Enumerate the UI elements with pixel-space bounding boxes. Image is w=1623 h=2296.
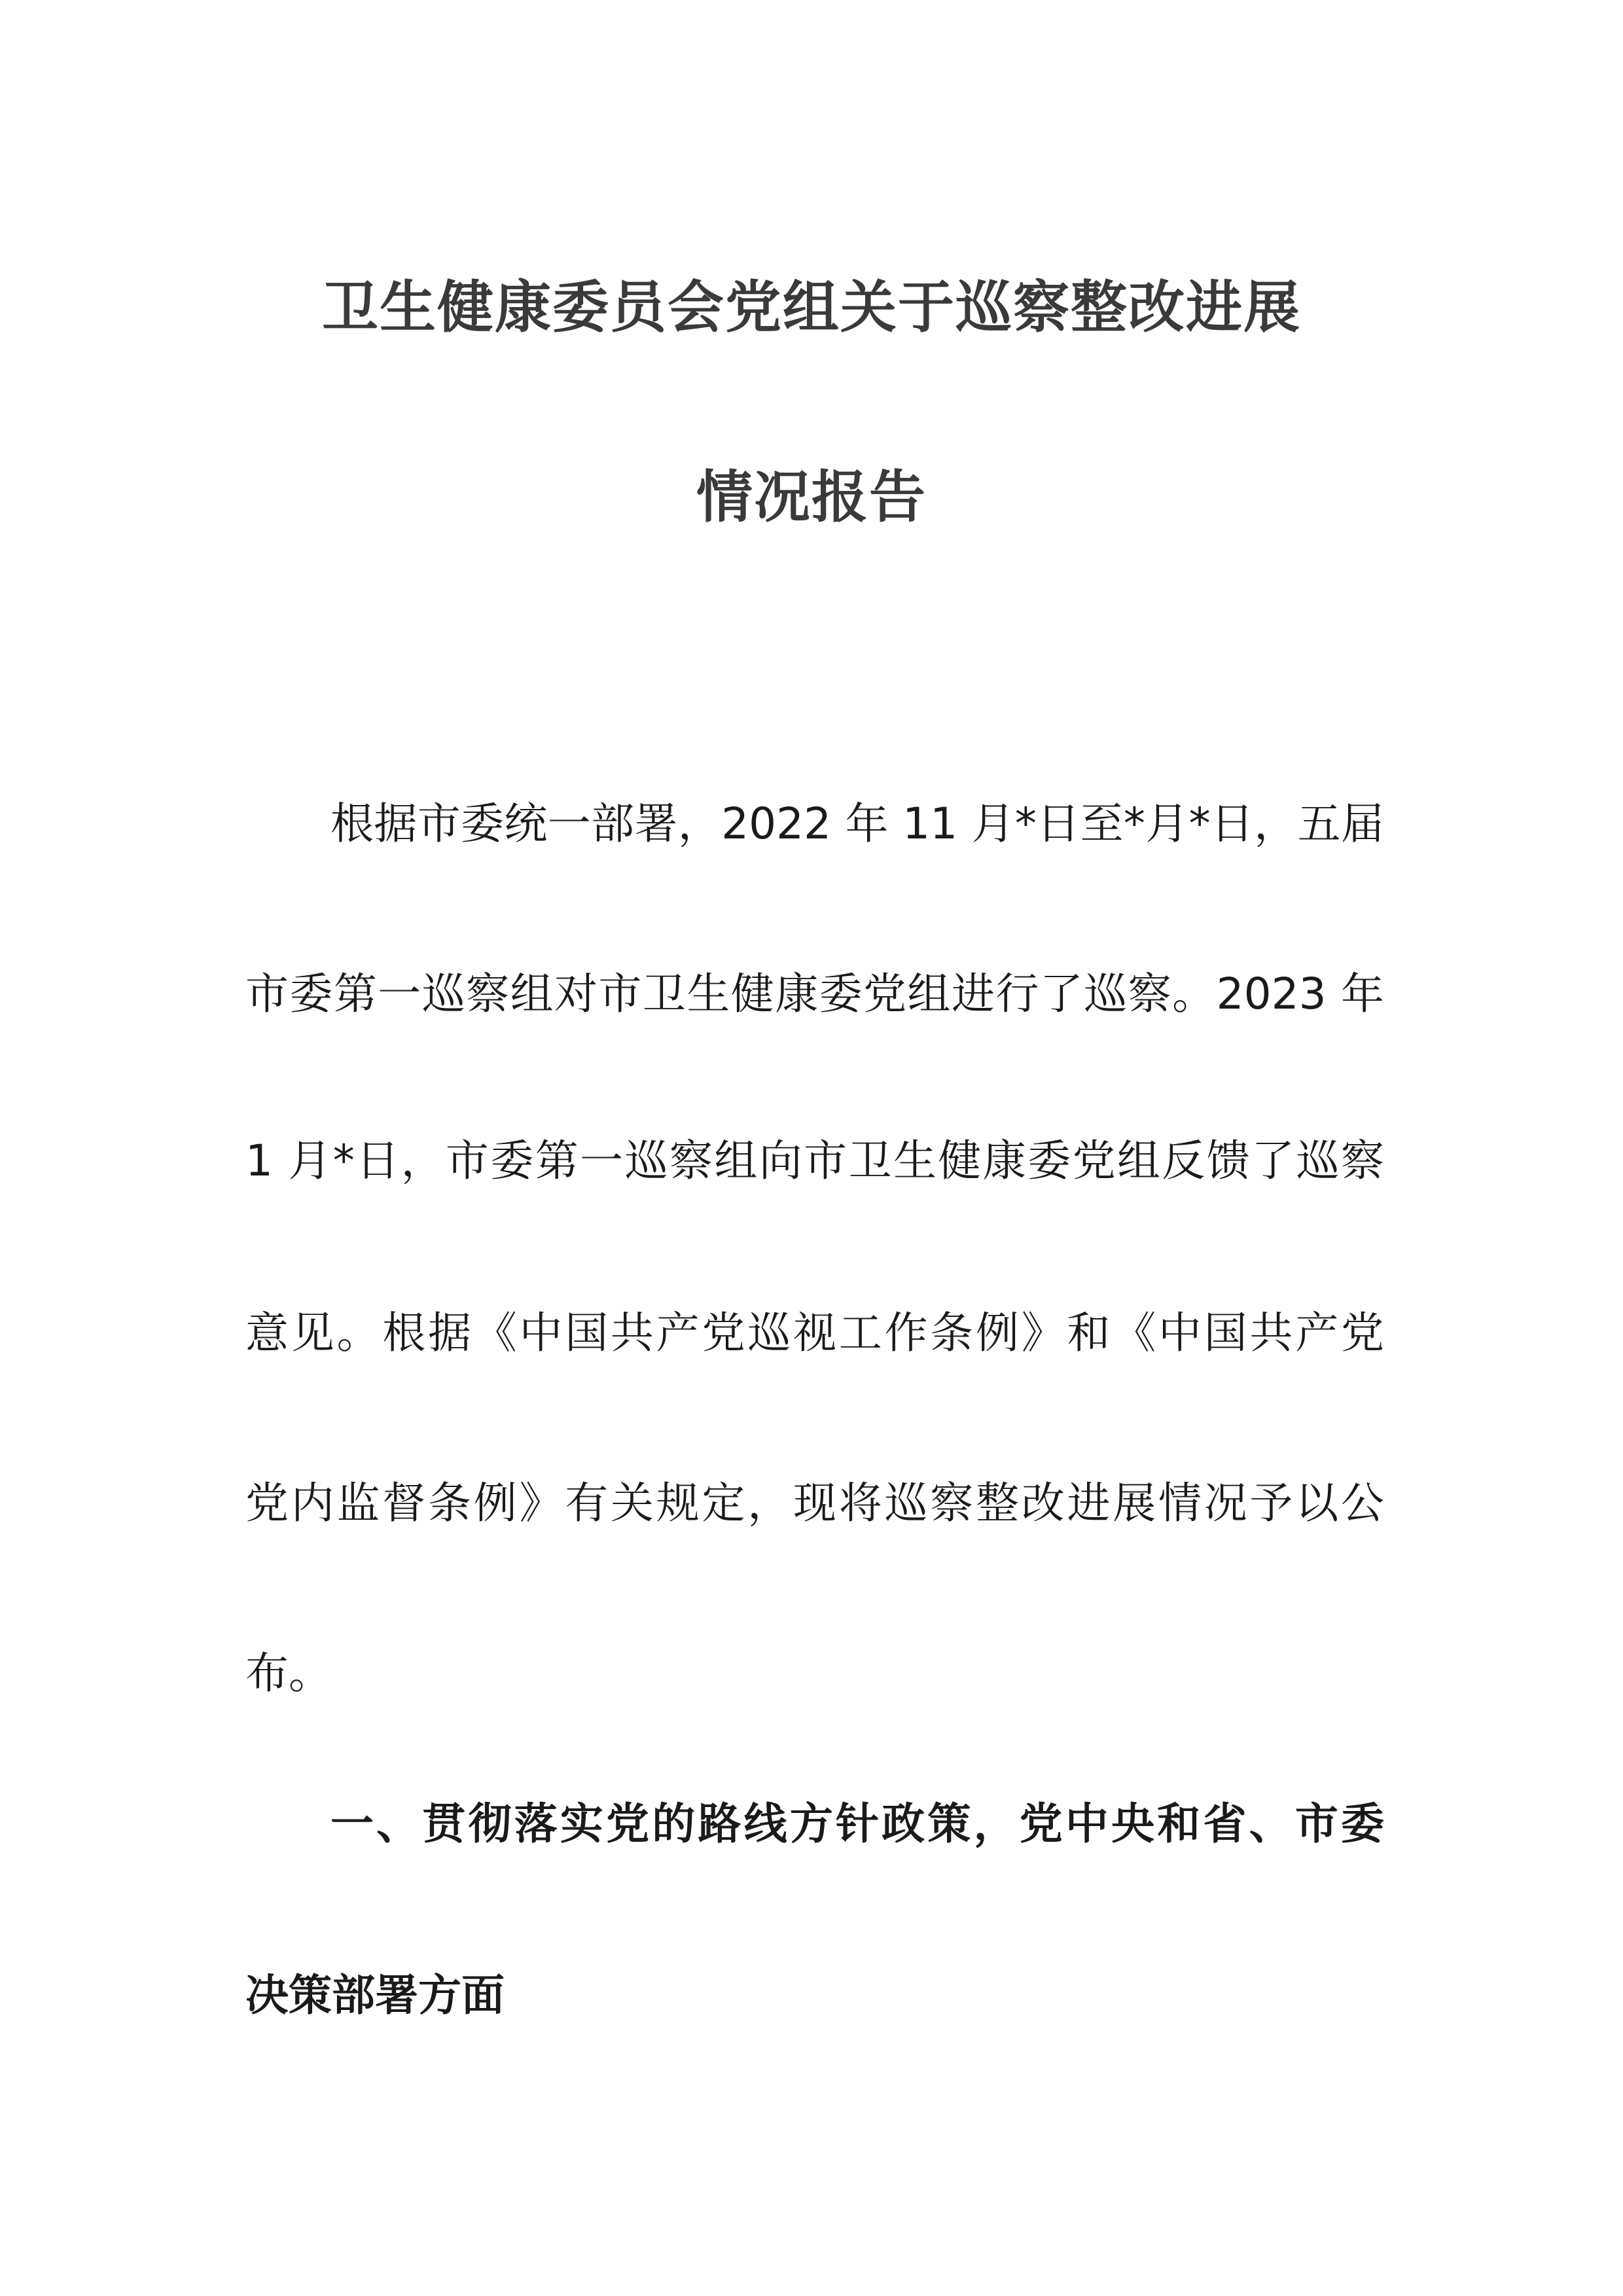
document-title-line-2: 情况报告 [696,465,927,530]
paragraph-1-line-4: 意见。根据《中国共产党巡视工作条例》和《中国共产党 [245,1308,1384,1358]
paragraph-1-line-2: 市委第一巡察组对市卫生健康委党组进行了巡察。2023 年 [245,969,1384,1019]
section-1-heading-line-1: 一、贯彻落实党的路线方针政策，党中央和省、市委 [330,1799,1384,1849]
paragraph-1-line-1: 根据市委统一部署，2022 年 11 月*日至*月*日，五届 [330,798,1384,849]
paragraph-1-line-3: 1 月*日，市委第一巡察组向市卫生健康委党组反馈了巡察 [245,1136,1384,1186]
paragraph-1-line-5: 党内监督条例》有关规定，现将巡察整改进展情况予以公 [245,1478,1384,1528]
document-title-line-1: 卫生健康委员会党组关于巡察整改进展 [322,275,1301,340]
paragraph-1-line-6: 布。 [245,1648,332,1698]
section-1-heading-line-2: 决策部署方面 [245,1970,505,2020]
